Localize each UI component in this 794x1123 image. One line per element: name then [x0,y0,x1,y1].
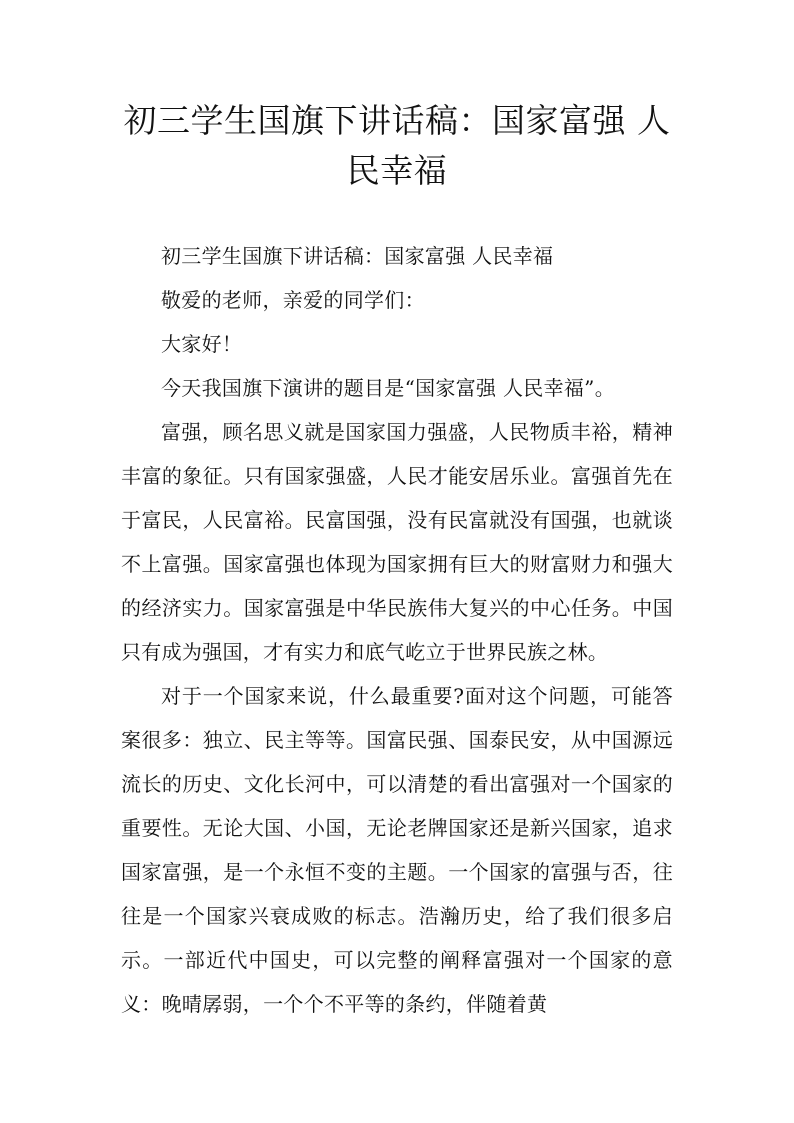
paragraph-body-2: 对于一个国家来说，什么最重要?面对这个问题，可能答案很多：独立、民主等等。国富民强、国泰民安，从中国源远流长的历史、文化长河中，可以清楚的看出富强对一个国家的重要性。无论大国、小国，无论老牌国家还是新兴国家，追求国家富强，是一个永恒不变的主题。一个国家的富强与否，往往是一个国家兴衰成败的标志。浩瀚历史，给了我们很多启示。一部近代中国史，可以完整的阐释富强对一个国家的意义：晚晴孱弱，一个个不平等的条约，伴随着黄 [121,684,673,1016]
paragraph-salutation: 敬爱的老师，亲爱的同学们： [161,288,425,312]
paragraph-subtitle: 初三学生国旗下讲话稿：国家富强 人民幸福 [161,244,554,268]
paragraph-topic: 今天我国旗下演讲的题目是“国家富强 人民幸福”。 [161,376,616,400]
document-body [121,234,673,1026]
paragraph-body-1: 富强，顾名思义就是国家国力强盛，人民物质丰裕，精神丰富的象征。只有国家强盛，人民才能安居乐业。富强首先在于富民，人民富裕。民富国强，没有民富就没有国强，也就谈不上富强。国家富强也体现为国家拥有巨大的财富财力和强大的经济实力。国家富强是中华民族伟大复兴的中心任务。中国只有成为强国，才有实力和底气屹立于世界民族之林。 [121,420,673,664]
document-title: 初三学生国旗下讲话稿：国家富强 人民幸福 [123,101,671,190]
paragraph-greeting: 大家好！ [161,332,243,356]
